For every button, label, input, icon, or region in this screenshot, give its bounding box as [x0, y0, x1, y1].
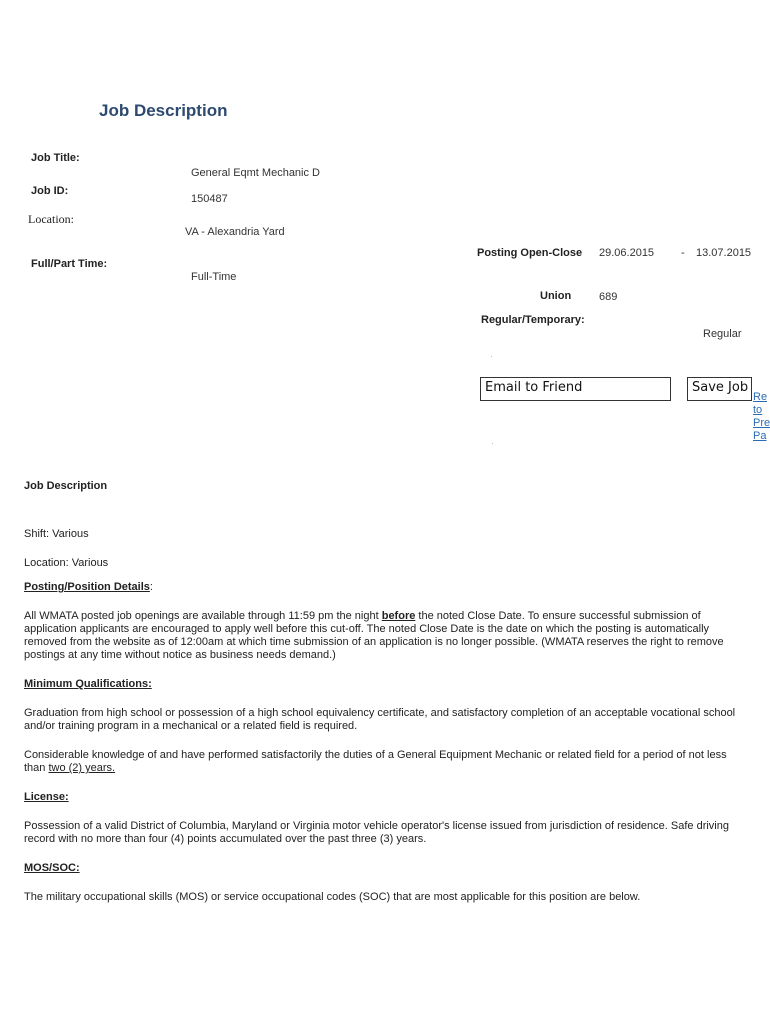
spacer-dot — [492, 443, 493, 444]
mos-soc-heading: MOS/SOC: — [24, 862, 80, 874]
mos-soc-text: The military occupational skills (MOS) or service occupational codes (SOC) that are most applicable for this position are below. — [24, 891, 641, 903]
posting-details-text — [24, 610, 746, 662]
job-id-value: 150487 — [191, 193, 228, 205]
minqual-text-part: Considerable knowledge of and have performed satisfactorily the duties of a General Equipment Mechanic or related field for a period of not less than — [24, 749, 727, 774]
minimum-qualifications-text-2 — [24, 749, 746, 775]
license-text: Possession of a valid District of Columbia, Maryland or Virginia motor vehicle operator's license issued from jurisdiction of residence. Safe driving record with no more than four (4) points accumulated over the past three (3) years. — [24, 820, 729, 845]
regular-temporary-value: Regular — [703, 328, 742, 340]
full-part-time-label: Full/Part Time: — [31, 258, 108, 270]
spacer-dot — [491, 356, 492, 357]
return-link-line: Pa — [753, 430, 767, 442]
return-link-line: Pre — [753, 417, 770, 429]
job-id-label: Job ID: — [31, 185, 69, 197]
posting-details-heading: Posting/Position Details — [24, 581, 150, 593]
posting-details-heading-line — [24, 581, 746, 594]
job-title-value: General Eqmt Mechanic D — [191, 167, 320, 179]
shift-text: Shift: Various — [24, 528, 89, 540]
page-title: Job Description — [99, 101, 228, 120]
location-text: Location: Various — [24, 557, 109, 569]
location-value: VA - Alexandria Yard — [185, 226, 285, 238]
return-to-previous-page-link[interactable] — [753, 391, 768, 443]
save-job-button[interactable]: Save Job — [687, 377, 752, 401]
email-to-friend-button[interactable]: Email to Friend — [480, 377, 671, 401]
section-title: Job Description — [24, 480, 108, 492]
job-title-label: Job Title: — [31, 152, 80, 164]
union-value: 689 — [599, 291, 618, 303]
location-label: Location: — [28, 212, 74, 226]
posting-bold-word: before — [381, 610, 416, 622]
regular-temporary-label: Regular/Temporary: — [481, 314, 585, 326]
job-description-content — [24, 480, 746, 904]
posting-close-date: 13.07.2015 — [696, 247, 752, 259]
return-link-line: to — [753, 404, 763, 416]
full-part-time-value: Full-Time — [191, 271, 237, 283]
license-heading: License: — [24, 791, 69, 803]
posting-text-part: All WMATA posted job openings are available through 11:59 pm the night — [24, 610, 382, 622]
minimum-qualifications-heading: Minimum Qualifications: — [24, 678, 152, 690]
posting-open-close-label: Posting Open-Close — [477, 247, 583, 259]
return-link-line: Re — [753, 391, 768, 403]
posting-date-separator: - — [681, 247, 685, 259]
posting-text-part: the noted Close Date. To ensure successful submission of application applicants are encouraged to apply well before this cut-off. The noted Close Date is the date on which the posting is automatically removed from the website as of 12:00am at which time submission of an application is no longer possible. (WMATA reserves the right to remove postings at any time without notice as business needs demand.) — [24, 610, 724, 661]
posting-open-date: 29.06.2015 — [599, 247, 655, 259]
heading-colon: : — [149, 581, 153, 593]
union-label: Union — [540, 290, 572, 302]
minimum-qualifications-text-1: Graduation from high school or possession of a high school equivalency certificate, and satisfactory completion of an acceptable vocational school and/or training program in a mechanical or a related field is required. — [24, 707, 736, 732]
minqual-years: two (2) years. — [48, 762, 116, 774]
